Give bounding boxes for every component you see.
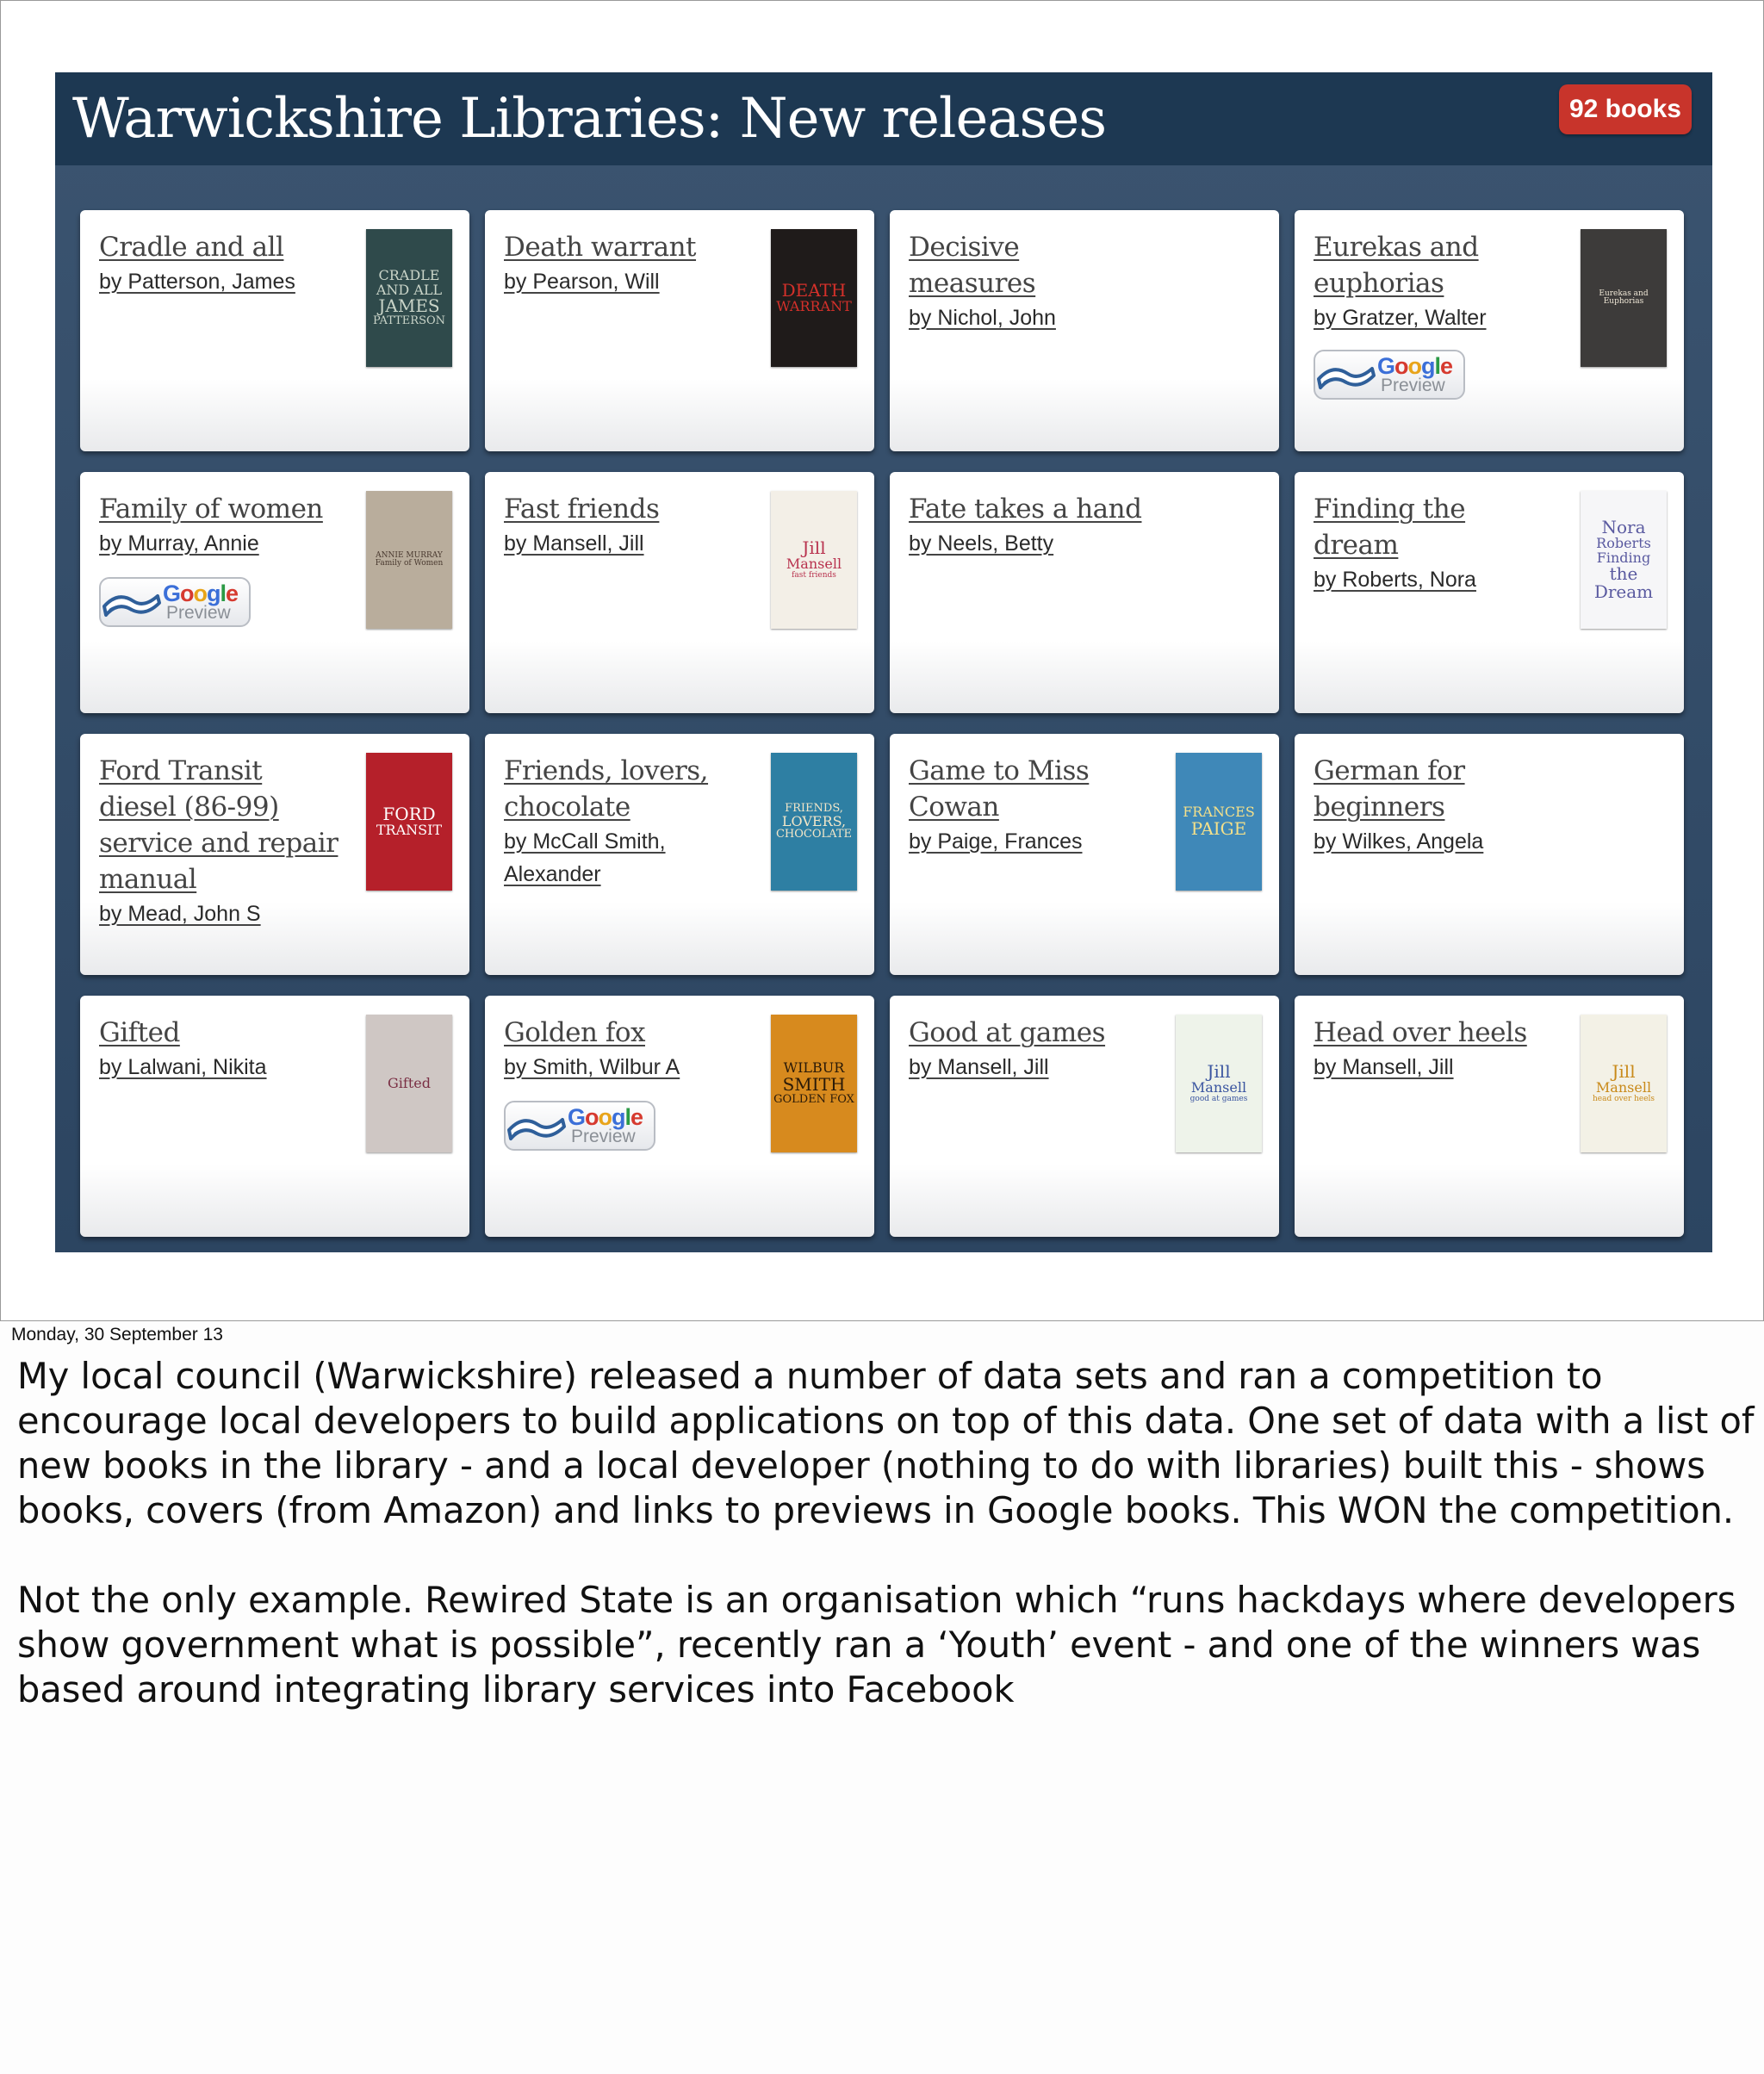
google-preview-button[interactable]	[504, 1101, 655, 1151]
book-card	[80, 210, 469, 451]
book-cover-image[interactable]	[366, 491, 452, 629]
book-title[interactable]: Family of women	[99, 494, 323, 525]
cover-text: PAIGE	[1190, 817, 1247, 839]
cover-text: Roberts	[1596, 534, 1651, 551]
book-title-link[interactable]	[909, 229, 1150, 334]
book-title-link[interactable]	[1314, 1015, 1555, 1084]
book-author: by Mansell, Jill	[909, 1055, 1049, 1079]
book-card	[485, 996, 874, 1237]
cover-text: Jill	[1612, 1061, 1636, 1083]
cover-text: ANNIE MURRAY	[376, 550, 443, 560]
book-cover-image[interactable]	[1581, 491, 1667, 629]
open-book-icon	[1315, 357, 1377, 394]
book-title-link[interactable]	[1314, 229, 1555, 334]
cover-text: fast friends	[792, 571, 836, 581]
book-card	[80, 734, 469, 975]
book-author: by Mead, John S	[99, 902, 261, 926]
cover-text: CHOCOLATE	[775, 828, 853, 841]
google-logo-text: Google	[568, 1104, 643, 1130]
cover-text: CRADLE	[378, 266, 440, 283]
book-card	[890, 996, 1279, 1237]
book-card	[485, 210, 874, 451]
cover-text: Gifted	[388, 1074, 431, 1091]
cover-text: FORD	[382, 804, 436, 825]
book-author: by Mansell, Jill	[504, 531, 644, 556]
book-title[interactable]: Good at games	[909, 1017, 1106, 1048]
cover-text: WILBUR	[783, 1059, 845, 1077]
book-author: by Neels, Betty	[909, 531, 1054, 556]
book-grid	[80, 210, 1687, 1237]
book-cover-image[interactable]	[366, 1015, 452, 1152]
preview-label: Preview	[571, 1127, 636, 1146]
book-card	[890, 210, 1279, 451]
book-card	[890, 734, 1279, 975]
preview-label: Preview	[1381, 376, 1445, 395]
book-author: by McCall Smith, Alexander	[504, 829, 666, 886]
book-title[interactable]: Decisive measures	[909, 232, 1036, 299]
book-title-link[interactable]	[99, 229, 340, 298]
book-title-link[interactable]	[504, 1015, 745, 1084]
cover-text: Mansell	[1595, 1079, 1652, 1096]
cover-text: Jill	[1207, 1061, 1231, 1083]
google-preview-button[interactable]	[99, 577, 251, 627]
open-book-icon	[101, 584, 163, 622]
cover-text: Nora	[1601, 516, 1646, 537]
cover-text: Dream	[1593, 581, 1654, 603]
cover-text: FRANCES	[1183, 804, 1255, 821]
cover-text: Family of Women	[375, 559, 444, 568]
book-card	[1295, 210, 1684, 451]
google-preview-button[interactable]	[1314, 350, 1465, 400]
app-header	[55, 72, 1712, 165]
open-book-icon	[506, 1108, 568, 1146]
library-app	[55, 72, 1712, 1252]
book-title[interactable]: Cradle and all	[99, 232, 284, 263]
cover-text: LOVERS,	[781, 812, 847, 829]
cover-text: head over heels	[1592, 1095, 1655, 1104]
book-title[interactable]: Eurekas and euphorias	[1314, 232, 1479, 299]
book-cover-image[interactable]	[1581, 1015, 1667, 1152]
cover-text: Mansell	[1190, 1079, 1247, 1096]
notes-paragraph-2: Not the only example. Rewired State is an organisation which “runs hackdays where developers show government what is possible”, recently ran a ‘Youth’ event - and one of the winners was based around integrating library services into Facebook	[17, 1579, 1736, 1711]
book-cover-image[interactable]	[1176, 753, 1262, 891]
book-card	[80, 996, 469, 1237]
book-author: by Wilkes, Angela	[1314, 829, 1484, 854]
book-title-link[interactable]	[909, 1015, 1150, 1084]
speaker-notes	[17, 1354, 1757, 1757]
cover-text: TRANSIT	[376, 822, 443, 839]
book-title[interactable]: Gifted	[99, 1017, 180, 1048]
book-cover-image[interactable]	[1581, 229, 1667, 367]
cover-text: good at games	[1189, 1095, 1248, 1104]
book-card	[890, 472, 1279, 713]
book-author: by Murray, Annie	[99, 531, 259, 556]
book-title[interactable]: Finding the dream	[1314, 494, 1466, 561]
book-author: by Roberts, Nora	[1314, 568, 1476, 592]
book-cover-image[interactable]	[1176, 1015, 1262, 1152]
cover-text: SMITH	[782, 1074, 846, 1096]
book-title-link[interactable]	[504, 491, 745, 560]
book-card	[1295, 472, 1684, 713]
book-author: by Lalwani, Nikita	[99, 1055, 267, 1079]
cover-text: Eurekas and Euphorias	[1599, 289, 1649, 306]
book-card	[1295, 996, 1684, 1237]
cover-text: Finding	[1596, 549, 1651, 566]
book-author: by Mansell, Jill	[1314, 1055, 1454, 1079]
cover-text: WARRANT	[776, 298, 852, 315]
book-card	[485, 472, 874, 713]
book-author: by Nichol, John	[909, 306, 1056, 330]
book-title-link[interactable]	[909, 753, 1150, 858]
book-cover-image[interactable]	[366, 753, 452, 891]
book-title[interactable]: Death warrant	[504, 232, 697, 263]
book-title[interactable]: Fast friends	[504, 494, 660, 525]
book-title[interactable]: Fate takes a hand	[909, 494, 1142, 525]
google-logo-text: Google	[163, 581, 239, 606]
book-card	[485, 734, 874, 975]
book-title[interactable]: Golden fox	[504, 1017, 645, 1048]
book-cover-image[interactable]	[366, 229, 452, 367]
book-title-link[interactable]	[99, 1015, 340, 1084]
book-title-link[interactable]	[909, 491, 1150, 560]
book-title-link[interactable]	[504, 753, 745, 891]
book-title-link[interactable]	[99, 753, 340, 930]
cover-text: FRIENDS,	[785, 801, 843, 815]
book-cover-image[interactable]	[771, 753, 857, 891]
book-count-badge: 92 books	[1559, 84, 1692, 134]
preview-label: Preview	[166, 603, 231, 623]
book-author: by Patterson, James	[99, 270, 295, 294]
book-card	[80, 472, 469, 713]
book-title[interactable]: Friends, lovers, chocolate	[504, 755, 709, 823]
book-cover-image[interactable]	[771, 229, 857, 367]
book-title-link[interactable]	[1314, 491, 1555, 596]
cover-text: GOLDEN FOX	[773, 1093, 854, 1107]
book-title-link[interactable]	[504, 229, 745, 298]
book-cover-image[interactable]	[771, 491, 857, 629]
book-title[interactable]: Game to Miss Cowan	[909, 755, 1090, 823]
cover-text: PATTERSON	[372, 314, 446, 328]
page-title: Warwickshire Libraries: New releases	[72, 87, 1107, 151]
book-card	[1295, 734, 1684, 975]
book-author: by Smith, Wilbur A	[504, 1055, 680, 1079]
book-author: by Pearson, Will	[504, 270, 660, 294]
cover-text: the	[1609, 563, 1638, 585]
slide-date: Monday, 30 September 13	[11, 1325, 223, 1344]
book-title[interactable]: Ford Transit diesel (86-99) service and repair manual	[99, 755, 339, 895]
book-cover-image[interactable]	[771, 1015, 857, 1152]
notes-paragraph-1: My local council (Warwickshire) released a number of data sets and ran a competition to encourage local developers to build applications on top of this data. One set of data with a list of new books in the library - and a local developer (nothing to do with libraries) built this - shows books, covers (from Amazon) and links to previews in Google books. This WON the competition.	[17, 1355, 1755, 1531]
cover-text: Jill	[802, 537, 826, 559]
cover-text: Mansell	[786, 556, 842, 573]
cover-text: AND ALL	[376, 281, 443, 298]
book-title[interactable]: German for beginners	[1314, 755, 1465, 823]
book-title-link[interactable]	[1314, 753, 1555, 858]
book-author: by Gratzer, Walter	[1314, 306, 1487, 330]
cover-text: DEATH	[781, 280, 847, 301]
google-logo-text: Google	[1377, 353, 1453, 379]
book-title-link[interactable]	[99, 491, 340, 560]
book-title[interactable]: Head over heels	[1314, 1017, 1527, 1048]
cover-text: JAMES	[378, 295, 440, 317]
book-author: by Paige, Frances	[909, 829, 1083, 854]
